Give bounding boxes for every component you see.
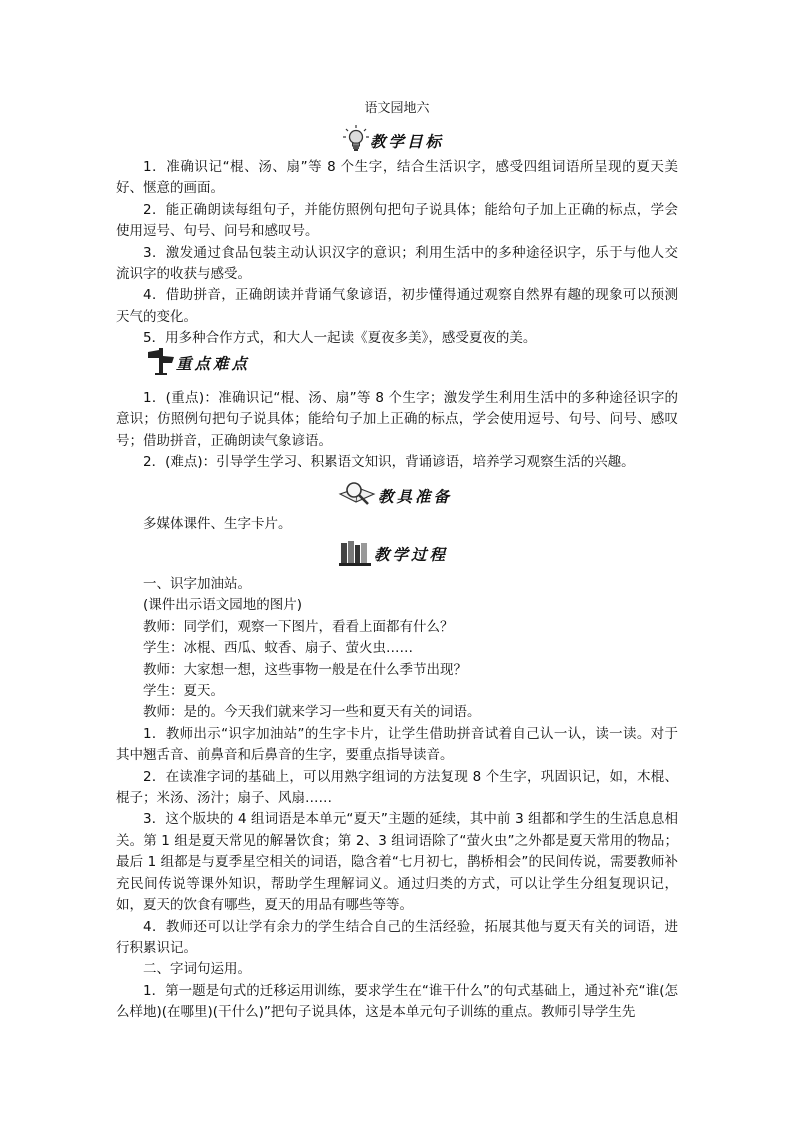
section-heading-process (338, 539, 448, 569)
list-item: 4．教师还可以让学有余力的学生结合自己的生活经验，拓展其他与夏天有关的词语，进行积累识记。 (116, 918, 678, 956)
section-heading-text: 重点难点 (176, 354, 251, 373)
list-item: 教师：同学们，观察一下图片，看看上面都有什么？ (143, 618, 454, 635)
list-item: 1．(重点)：准确识记“棍、汤、扇”等 8 个生字；激发学生利用生活中的多种途径识字的意识；仿照例句把句子说具体；能给句子加上正确的标点，学会使用逗号、句号、问号、感叹号；借助拼音，正确朗读气象谚语。 (116, 390, 678, 449)
keypoints-list (116, 388, 678, 474)
list-item: 5．用多种合作方式，和大人一起读《夏夜多美》，感受夏夜的美。 (143, 330, 537, 347)
list-item: 3．这个版块的 4 组词语是本单元“夏天”主题的延续，其中前 3 组都和学生的生活息息相关。第 1 组是夏天常见的解暑饮食；第 2、3 组词语除了“萤火虫”之外都是夏天常用的物品；最后 1 组都是与夏季星空相关的词语，隐含着“七月初七，鹊桥相会”的民间传说，需要教师补充民间传说等课外知识，帮助学生理解词义。通过归类的方式，可以让学生分组复现识记，如，夏天的饮食有哪些，夏天的用品有哪些等等。 (116, 811, 678, 914)
list-item: 1．教师出示“识字加油站”的生字卡片，让学生借助拼音试着自己认一认，读一读。对于其中翘舌音、前鼻音和后鼻音的生字，要重点指导读音。 (116, 725, 678, 764)
section-heading-text: 教学过程 (374, 545, 449, 564)
signpost-icon (146, 346, 176, 380)
books-icon (338, 537, 374, 571)
goals-list (116, 157, 678, 350)
list-item: 教师：大家想一想，这些事物一般是在什么季节出现？ (143, 661, 467, 678)
section-heading-tools (338, 481, 452, 511)
list-item: 2．在读准字词的基础上，可以用熟字组词的方法复现 8 个生字，巩固识记，如，木棍、棍子；米汤、汤汁；扇子、风扇…… (116, 768, 678, 807)
magnifier-book-icon (338, 480, 378, 512)
list-item: 2．能正确朗读每组句子，并能仿照例句把句子说具体；能给句子加上正确的标点，学会使用逗号、句号、问号和感叹号。 (116, 201, 678, 240)
list-item: 二、字词句运用。 (143, 961, 251, 978)
section-heading-text: 教具准备 (378, 487, 453, 506)
list-item: 4．借助拼音，正确朗读并背诵气象谚语，初步懂得通过观察自然界有趣的现象可以预测天气的变化。 (116, 287, 678, 325)
list-item: 1．准确识记“棍、汤、扇”等 8 个生字，结合生活识字，感受四组词语所呈现的夏天美好、惬意的画面。 (116, 159, 678, 197)
list-item: 学生：夏天。 (143, 683, 224, 700)
list-item: 教师：是的。今天我们就来学习一些和夏天有关的词语。 (143, 704, 481, 721)
section-heading-keypoints (146, 348, 250, 378)
section-heading-goals (342, 126, 444, 156)
list-item: (课件出示语文园地的图片) (143, 597, 303, 614)
list-item: 1．第一题是句式的迁移运用训练，要求学生在“谁干什么”的句式基础上，通过补充“谁(怎么样地)(在哪里)(干什么)”把句子说具体，这是本单元句子训练的重点。教师引导学生先 (116, 982, 678, 1021)
tools-list (116, 514, 678, 535)
list-item: 3．激发通过食品包装主动认识汉字的意识；利用生活中的多种途径识字，乐于与他人交流识字的收获与感受。 (116, 244, 678, 283)
lightbulb-icon (342, 124, 370, 158)
page-title: 语文园地六 (364, 101, 430, 116)
list-item: 学生：冰棍、西瓜、蚊香、扇子、萤火虫…… (143, 640, 413, 657)
section-heading-text: 教学目标 (370, 132, 445, 151)
list-item: 2．(难点)：引导学生学习、积累语文知识，背诵谚语，培养学习观察生活的兴趣。 (143, 454, 635, 471)
list-item: 一、识字加油站。 (143, 576, 251, 592)
process-list (116, 574, 678, 1024)
list-item: 多媒体课件、生字卡片。 (143, 516, 292, 532)
